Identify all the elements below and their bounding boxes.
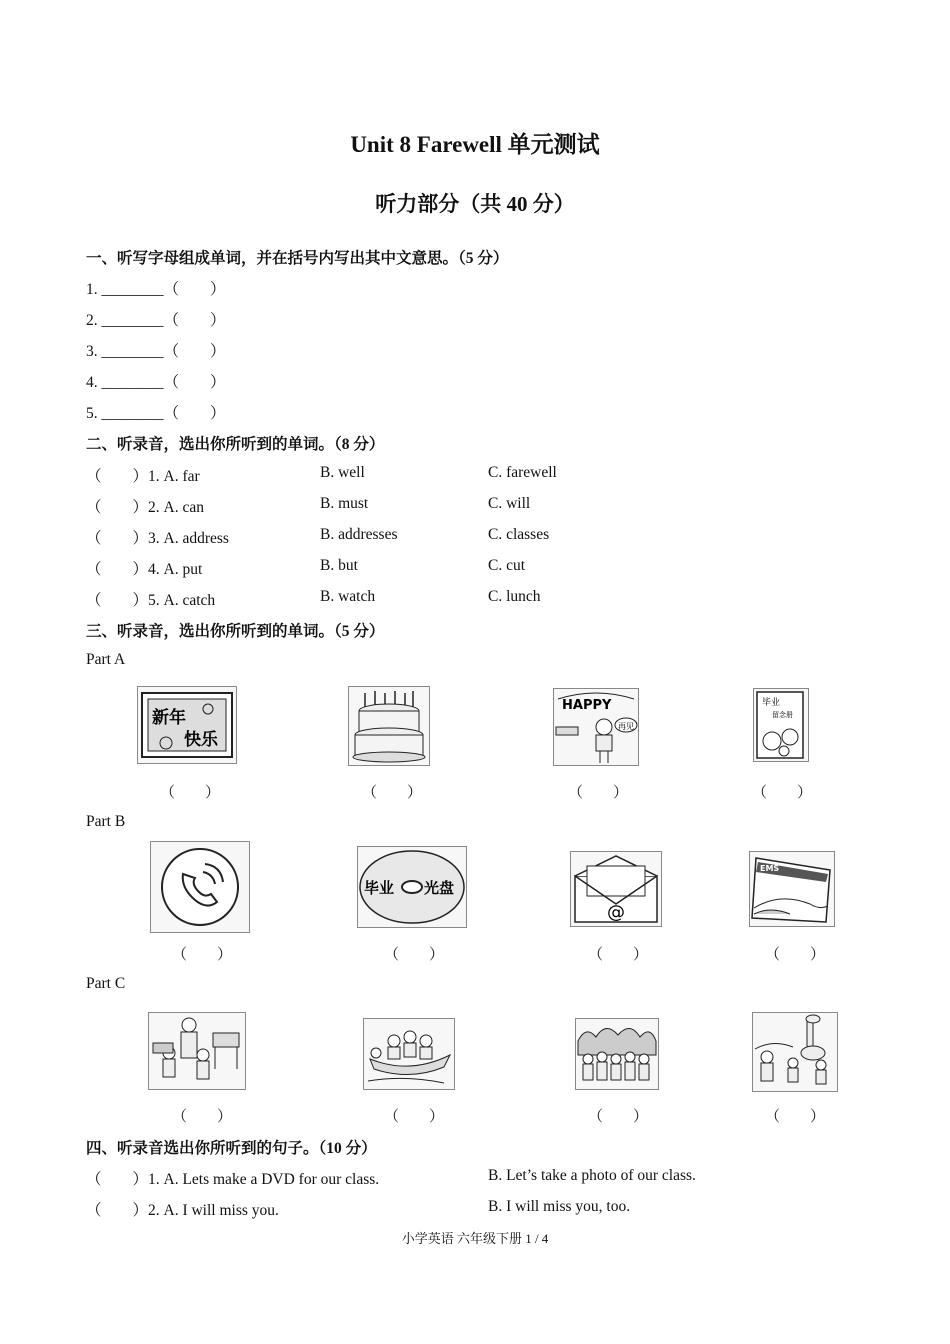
question-option-a: （ ）1. A. far <box>86 468 200 485</box>
sentence-option-a: （ ）1. A. Lets make a DVD for our class. <box>86 1171 380 1188</box>
classroom-teacher-picture <box>148 1012 246 1090</box>
sentence-option-b: B. I will miss you, too. <box>488 1198 631 1215</box>
answer-blank: （ ） <box>172 1109 233 1125</box>
question-option-b: B. well <box>320 464 365 481</box>
part-b-label: Part B <box>86 813 126 830</box>
graduation-album-picture <box>753 688 809 762</box>
cd-text-right: 光盘 <box>424 879 455 897</box>
card-text-line2: 快乐 <box>184 730 218 750</box>
answer-blank: （ ） <box>384 1109 445 1125</box>
question-option-a: （ ）2. A. can <box>86 499 204 516</box>
graduation-cd-picture <box>357 846 467 928</box>
birthday-cake-picture <box>348 686 430 766</box>
section2-heading: 二、听录音，选出你所听到的单词。（8 分） <box>86 436 385 453</box>
answer-blank: （ ） <box>160 785 221 801</box>
class-photo-picture <box>575 1018 659 1090</box>
email-envelope-picture <box>570 851 662 927</box>
ems-text: EMS <box>760 864 780 873</box>
section1-item: 2. ________（ ） <box>86 312 226 329</box>
page-title: Unit 8 Farewell 单元测试 <box>350 132 600 157</box>
section-title-listening: 听力部分（共 40 分） <box>375 192 575 216</box>
question-option-c: C. cut <box>488 557 526 574</box>
banner-text: HAPPY <box>562 698 612 713</box>
section1-item: 3. ________（ ） <box>86 343 226 360</box>
question-option-b: B. watch <box>320 588 376 605</box>
section1-item: 1. ________（ ） <box>86 281 226 298</box>
answer-blank: （ ） <box>752 785 813 801</box>
answer-blank: （ ） <box>568 785 629 801</box>
section4-heading: 四、听录音选出你所听到的句子。（10 分） <box>86 1140 377 1157</box>
new-year-card-picture <box>137 686 237 764</box>
question-option-b: B. addresses <box>320 526 398 543</box>
question-option-a: （ ）4. A. put <box>86 561 203 578</box>
answer-blank: （ ） <box>765 1109 826 1125</box>
question-option-a: （ ）5. A. catch <box>86 592 216 609</box>
question-option-a: （ ）3. A. address <box>86 530 229 547</box>
section1-item: 4. ________（ ） <box>86 374 226 391</box>
answer-blank: （ ） <box>765 947 826 963</box>
farewell-party-picture <box>553 688 639 766</box>
answer-blank: （ ） <box>172 947 233 963</box>
telephone-picture <box>150 841 250 933</box>
page-footer: 小学英语 六年级下册 1 / 4 <box>401 1231 549 1246</box>
sentence-option-b: B. Let’s take a photo of our class. <box>488 1167 696 1184</box>
section3-heading: 三、听录音，选出你所听到的单词。（5 分） <box>86 623 385 640</box>
students-boat-picture <box>363 1018 455 1090</box>
question-option-c: C. will <box>488 495 531 512</box>
cd-text-left: 毕业 <box>364 879 395 897</box>
answer-blank: （ ） <box>588 947 649 963</box>
section1-item: 5. ________（ ） <box>86 405 226 422</box>
question-option-c: C. lunch <box>488 588 541 605</box>
zoo-trip-picture <box>752 1012 838 1092</box>
answer-blank: （ ） <box>362 785 423 801</box>
part-c-label: Part C <box>86 975 126 992</box>
question-option-c: C. farewell <box>488 464 557 481</box>
question-option-b: B. must <box>320 495 369 512</box>
at-symbol-icon: @ <box>607 902 625 923</box>
album-text-line1: 毕业 <box>762 698 781 708</box>
answer-blank: （ ） <box>384 947 445 963</box>
card-text-line1: 新年 <box>152 708 186 728</box>
speech-bubble-text: 再见 <box>618 722 634 731</box>
answer-blank: （ ） <box>588 1109 649 1125</box>
part-a-label: Part A <box>86 651 126 668</box>
album-text-line2: 留念册 <box>772 711 793 719</box>
question-option-c: C. classes <box>488 526 550 543</box>
question-option-b: B. but <box>320 557 358 574</box>
sentence-option-a: （ ）2. A. I will miss you. <box>86 1202 279 1219</box>
section1-heading: 一、听写字母组成单词，并在括号内写出其中文意思。（5 分） <box>86 250 509 267</box>
ems-express-mail-picture <box>749 851 835 927</box>
